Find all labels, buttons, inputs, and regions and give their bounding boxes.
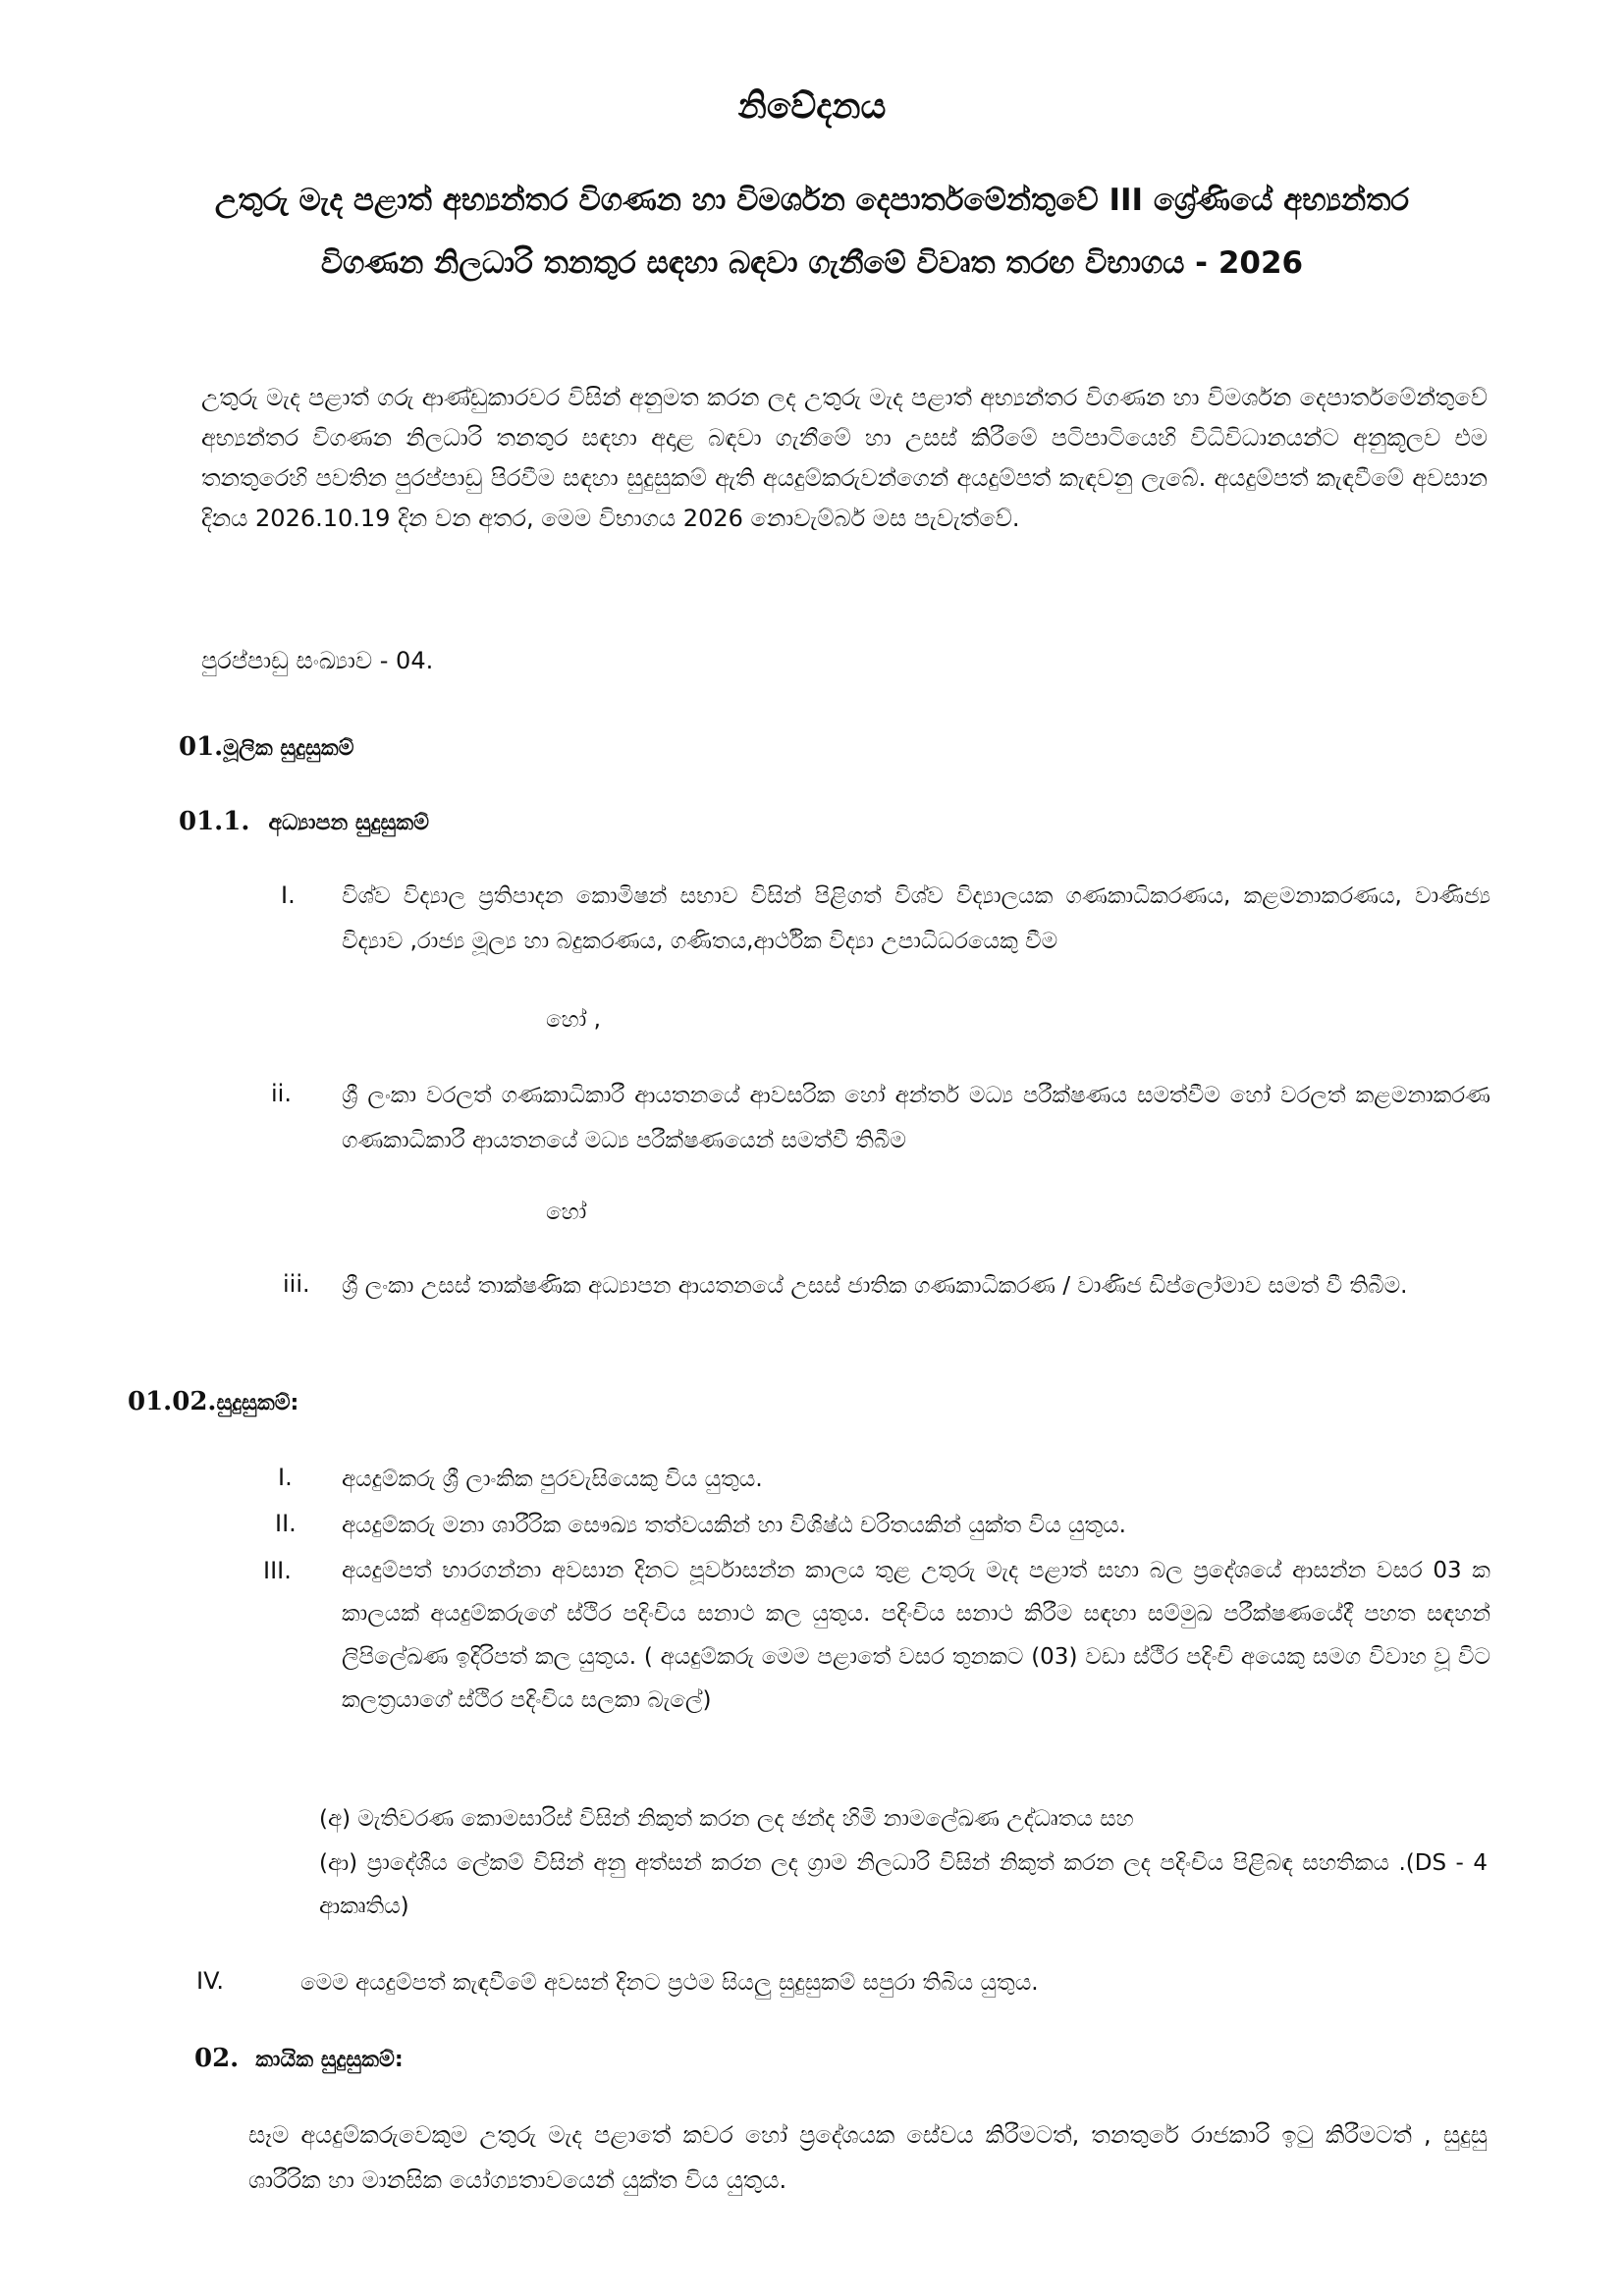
vacancy-count: පුරප්පාඩු සංඛ්‍යාව - 04. xyxy=(201,647,434,674)
or-connector: හෝ xyxy=(546,1200,587,1225)
section-heading-physical xyxy=(194,2044,404,2073)
list-number: ii. xyxy=(271,1080,292,1107)
section-heading-education xyxy=(179,807,429,836)
intro-paragraph: උතුරු මැද පළාත් ගරු ආණ්ඩුකාරවර විසින් අනුමත කරන ලද උතුරු මැද පළාත් අභ්‍යන්තර විගණන හා විමර්ශන දෙපාර්තමේන්තුවේ අභ්‍යන්තර විගණන නිලධාරි තනතුර සඳහා අදාළ බඳවා ගැනීමේ හා උසස් කිරීමේ පටිපාටියෙහි විධිවිධානයන්ට අනුකූලව එම තනතුරෙහි පවතින පුරප්පාඩු පිරවීම සඳහා සුදුසුකම් ඇති අයදුම්කරුවන්ගෙන් අයදුම්පත් කැඳවනු ලැබේ. අයදුම්පත් කැඳවීමේ අවසාන දිනය 2026.10.19 දින වන අතර, මෙම විභාගය 2026 නොවැම්බර් මස පැවැත්වේ. xyxy=(201,384,1488,532)
section-label: සුදුසුකම්: xyxy=(216,1391,299,1415)
document-item: (අ) මැතිවරණ කොමසාරිස් විසින් නිකුත් කරන ලද ඡන්ද හිමි නාමලේඛණ උද්ධෘතය සහ xyxy=(319,1806,1134,1832)
section-number: 01. xyxy=(179,732,224,762)
section-heading-qualifications xyxy=(128,1387,298,1416)
education-item: විශ්ව විද්‍යාල ප්‍රතිපාදන කොමිෂන් සභාව විසින් පිළිගත් විශ්ව විද්‍යාලයක ගණකාධිකරණය, කළමනාකරණය, වාණිජ්‍ය විද්‍යාව ,රාජ්‍ය මූල්‍ය හා බදුකරණය, ගණිතය,ආර්ථික විද්‍යා උපාධිධරයෙකු වීම xyxy=(342,883,1490,954)
section-number: 02. xyxy=(194,2044,240,2073)
page-subtitle: උතුරු මැද පළාත් අභ්‍යන්තර විගණන හා විමර්ශන දෙපාර්තමේන්තුවේ III ශ්‍රේණියේ අභ්‍යන්තර විගණන නිලධාරි තනතුර සඳහා බඳවා ගැනීමේ විවෘත තරඟ විභාගය - 2026 xyxy=(214,183,1410,281)
section-label: මූලික සුදුසුකම් xyxy=(223,736,354,761)
or-connector: හෝ , xyxy=(546,1007,601,1033)
section-heading-basic xyxy=(179,732,353,762)
list-number: I. xyxy=(281,881,296,909)
physical-paragraph: සෑම අයදුම්කරුවෙකුම උතුරු මැද පළාතේ කවර හෝ ප්‍රදේශයක සේවය කිරීමටත්, තනතුරේ රාජකාරි ඉටු කිරීමටත් , සුදුසු ශාරීරික හා මානසික යෝග්‍යතාවයෙන් යුක්ත විය යුතුය. xyxy=(248,2121,1488,2194)
qualification-item: අයදුම්පත් භාරගන්නා අවසාන දිනට පූර්වාසන්න කාලය තුළ උතුරු මැද පළාත් සහා බල ප්‍රදේශයේ ආසන්න වසර 03 ක කාලයක් අයදුම්කරුගේ ස්ථිර පදිංචිය සනාථ කල යුතුය. පදිංචිය සනාථ කිරීම සඳහා සම්මුඛ පරීක්ෂණයේදී පහත සඳහන් ලිපිලේඛණ ඉදිරිපත් කල යුතුය. ( අයදුම්කරු මෙම පළාතේ වසර තුනකට (03) වඩා ස්ථිර පදිංචි අයෙකු සමග විවාහ වූ විට කලත්‍රයාගේ ස්ථිර පදිංචිය සලකා බැලේ) xyxy=(342,1558,1490,1713)
section-number: 01.1. xyxy=(179,807,250,836)
section-number: 01.02. xyxy=(128,1387,217,1416)
qualification-item: මෙම අයදුම්පත් කැඳවීමේ අවසන් දිනට ප්‍රථම සියලු සුදුසුකම් සපුරා තිබිය යුතුය. xyxy=(300,1970,1039,1996)
document-item: (ආ) ප්‍රාදේශීය ලේකම් විසින් අනු අත්සන් කරන ලද ග්‍රාම නිලධාරි විසින් නිකුත් කරන ලද පදිංචිය පිළිබඳ සහතිකය .(DS - 4 ආකෘතිය) xyxy=(319,1850,1488,1919)
qualification-item: අයදුම්කරු ශ්‍රී ලාංකික පුරවැසියෙකු විය යුතුය. xyxy=(342,1467,763,1492)
qualification-item: අයදුම්කරු මනා ශාරීරික සෞඛ්‍ය තත්වයකින් හා විශිෂ්ඨ චරිතයකින් යුක්ත විය යුතුය. xyxy=(342,1513,1126,1538)
education-item: ශ්‍රී ලංකා වරලත් ගණකාධිකාරී ආයතනයේ ආවසරික හෝ අන්තර් මධ්‍ය පරීක්ෂණය සමත්වීම හෝ වරලත් කළමනාකරණ ගණකාධිකාරී ආයතනයේ මධ්‍ය පරීක්ෂණයෙන් සමත්වී තිබීම xyxy=(342,1083,1490,1153)
page-title: නිවේදනය xyxy=(737,86,887,127)
education-item: ශ්‍රී ලංකා උසස් තාක්ෂණික අධ්‍යාපන ආයතනයේ උසස් ජාතික ගණකාධිකරණ / වාණිජ ඩිප්ලෝමාව සමත් වී තිබීම. xyxy=(342,1273,1408,1299)
list-number: I. xyxy=(278,1464,293,1491)
section-label: කායික සුදුසුකම්: xyxy=(255,2048,404,2072)
list-number: II. xyxy=(275,1510,297,1537)
list-number: III. xyxy=(263,1557,292,1584)
list-number: IV. xyxy=(196,1967,225,1995)
list-number: iii. xyxy=(283,1270,310,1298)
section-label: අධ්‍යාපන සුදුසුකම් xyxy=(268,811,429,835)
